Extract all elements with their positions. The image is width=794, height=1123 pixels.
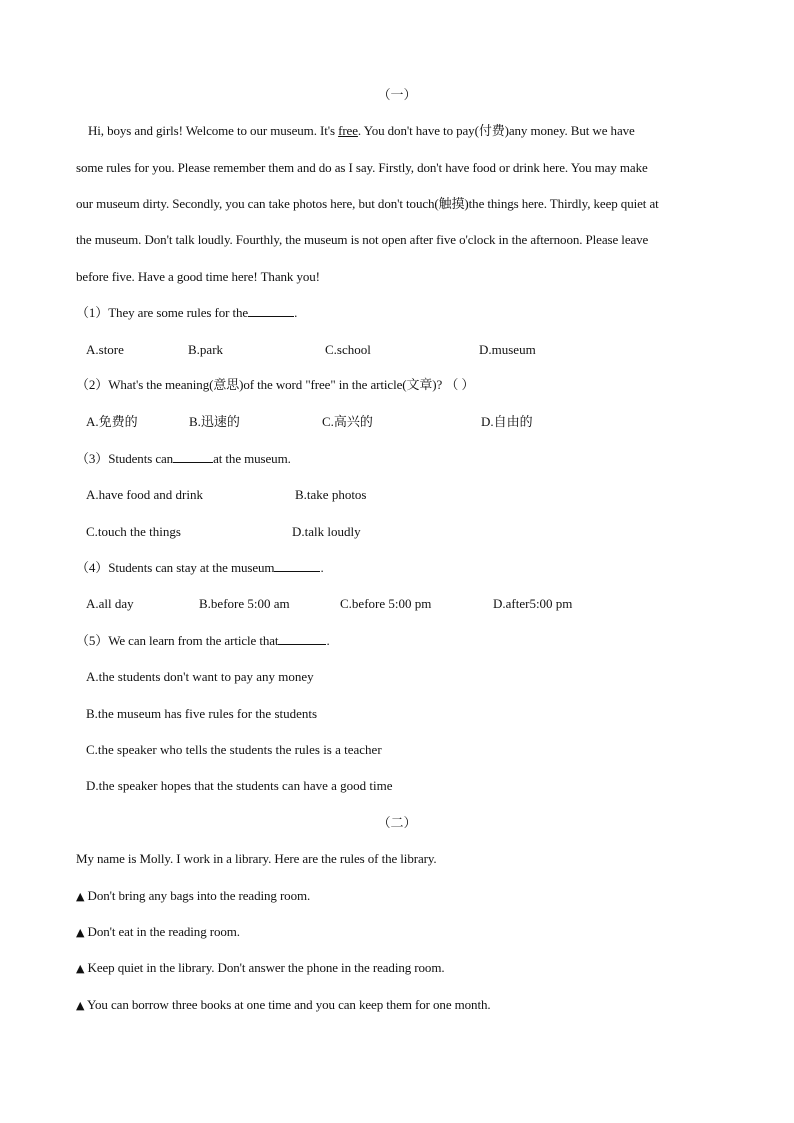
answer-blank[interactable] [274, 560, 320, 572]
triangle-bullet-icon: ▲ [76, 890, 85, 903]
question-2-option-c[interactable]: C.高兴的 [322, 414, 373, 429]
question-2-option-b[interactable]: B.迅速的 [189, 414, 240, 429]
passage-line-2: some rules for you. Please remember them and do as I say. Firstly, don't have food or drink here. You may make [76, 160, 648, 175]
question-3-stem: （3）Students can at the museum. [76, 451, 291, 466]
question-2-option-d[interactable]: D.自由的 [481, 414, 533, 429]
library-rule-4: ▲ You can borrow three books at one time and you can keep them for one month. [76, 997, 491, 1012]
passage-line-4: the museum. Don't talk loudly. Fourthly, the museum is not open after five o'clock in the afternoon. Please leave [76, 232, 649, 247]
question-5-option-c[interactable]: C.the speaker who tells the students the rules is a teacher [86, 742, 382, 757]
question-1-option-b[interactable]: B.park [188, 342, 224, 357]
passage-line-5: before five. Have a good time here! Thank you! [76, 269, 320, 284]
question-1-stem: （1）They are some rules for the . [76, 305, 298, 320]
question-5-option-b[interactable]: B.the museum has five rules for the students [86, 706, 318, 721]
question-3-option-b[interactable]: B.take photos [295, 487, 367, 502]
question-4-option-d[interactable]: D.after5:00 pm [493, 596, 573, 611]
library-rule-1: ▲ Don't bring any bags into the reading room. [76, 888, 311, 903]
section-1-heading: （一） [377, 87, 417, 102]
question-2-option-a[interactable]: A.免费的 [86, 414, 138, 429]
question-4-option-a[interactable]: A.all day [86, 596, 134, 611]
passage-line-3: our museum dirty. Secondly, you can take photos here, but don't touch(触摸)the things here. Thirdly, keep quiet at [76, 196, 659, 211]
question-3-option-a[interactable]: A.have food and drink [86, 487, 203, 502]
question-3-option-c[interactable]: C.touch the things [86, 524, 181, 539]
question-4-option-b[interactable]: B.before 5:00 am [199, 596, 290, 611]
library-rule-3: ▲ Keep quiet in the library. Don't answer the phone in the reading room. [76, 960, 445, 975]
question-1-option-c[interactable]: C.school [325, 342, 371, 357]
question-1-option-a[interactable]: A.store [86, 342, 124, 357]
question-4-option-c[interactable]: C.before 5:00 pm [340, 596, 432, 611]
underlined-word-free: free [338, 123, 358, 138]
section-2-heading: （二） [377, 815, 417, 830]
answer-blank[interactable] [278, 633, 326, 645]
answer-blank[interactable] [173, 451, 213, 463]
section-2-intro: My name is Molly. I work in a library. Here are the rules of the library. [76, 851, 437, 866]
library-rule-2: ▲ Don't eat in the reading room. [76, 924, 240, 939]
triangle-bullet-icon: ▲ [76, 926, 85, 939]
question-3-option-d[interactable]: D.talk loudly [292, 524, 361, 539]
question-5-option-d[interactable]: D.the speaker hopes that the students can have a good time [86, 778, 393, 793]
question-5-option-a[interactable]: A.the students don't want to pay any money [86, 669, 314, 684]
question-4-stem: （4）Students can stay at the museum . [76, 560, 324, 575]
question-5-stem: （5）We can learn from the article that . [76, 633, 330, 648]
passage-line-1: Hi, boys and girls! Welcome to our museum. It's free. You don't have to pay(付费)any money. But we have [88, 123, 635, 138]
answer-blank[interactable] [248, 305, 294, 317]
triangle-bullet-icon: ▲ [76, 999, 85, 1012]
question-2-stem: （2）What's the meaning(意思)of the word "free" in the article(文章)? （ ） [76, 377, 475, 392]
question-1-option-d[interactable]: D.museum [479, 342, 536, 357]
triangle-bullet-icon: ▲ [76, 962, 85, 975]
